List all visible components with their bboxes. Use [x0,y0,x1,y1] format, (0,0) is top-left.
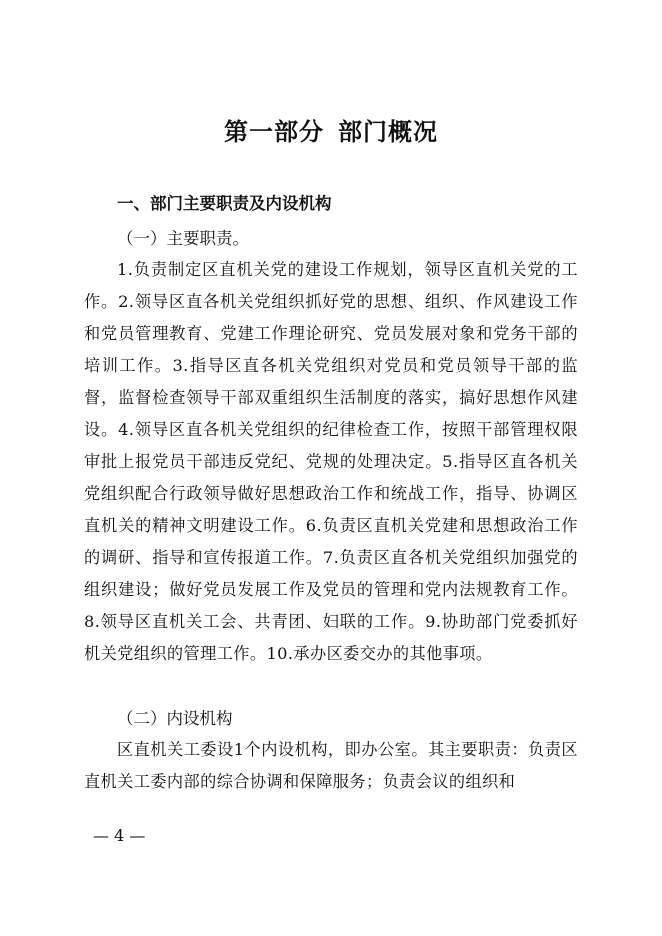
subsection-heading-duties: （一）主要职责。 [117,229,249,248]
section-heading: 一、部门主要职责及内设机构 [117,194,332,213]
subsection-heading-internal-structure: （二）内设机构 [117,709,233,728]
page-number: — 4 — [93,826,146,845]
page-title [0,112,662,152]
duties-paragraph: 1.负责制定区直机关党的建设工作规划，领导区直机关党的工作。2.领导区直各机关党组织抓好党的思想、组织、作风建设工作和党员管理教育、党建工作理论研究、党员发展对象和党务干部的培训工作。3.指导区直各机关党组织对党员和党员领导干部的监督，监督检查领导干部双重组织生活制度的落实，搞好思想作风建设。4.领导区直各机关党组织的纪律检查工作，按照干部管理权限审批上报党员干部违反党纪、党规的处理决定。5.指导区直各机关党组织配合行政领导做好思想政治工作和统战工作，指导、协调区直机关的精神文明建设工作。6.负责区直机关党建和思想政治工作的调研、指导和宣传报道工作。7.负责区直各机关党组织加强党的组织建设；做好党员发展工作及党员的管理和党内法规教育工作。8.领导区直机关工会、共青团、妇联的工作。9.协助部门党委抓好机关党组织的管理工作。10.承办区委交办的其他事项。 [84,260,578,663]
internal-structure-paragraph: 区直机关工委设1个内设机构，即办公室。其主要职责：负责区直机关工委内部的综合协调和保障服务；负责会议的组织和 [84,740,578,791]
title-part: 第一部分 [224,117,324,146]
title-name: 部门概况 [338,117,438,146]
